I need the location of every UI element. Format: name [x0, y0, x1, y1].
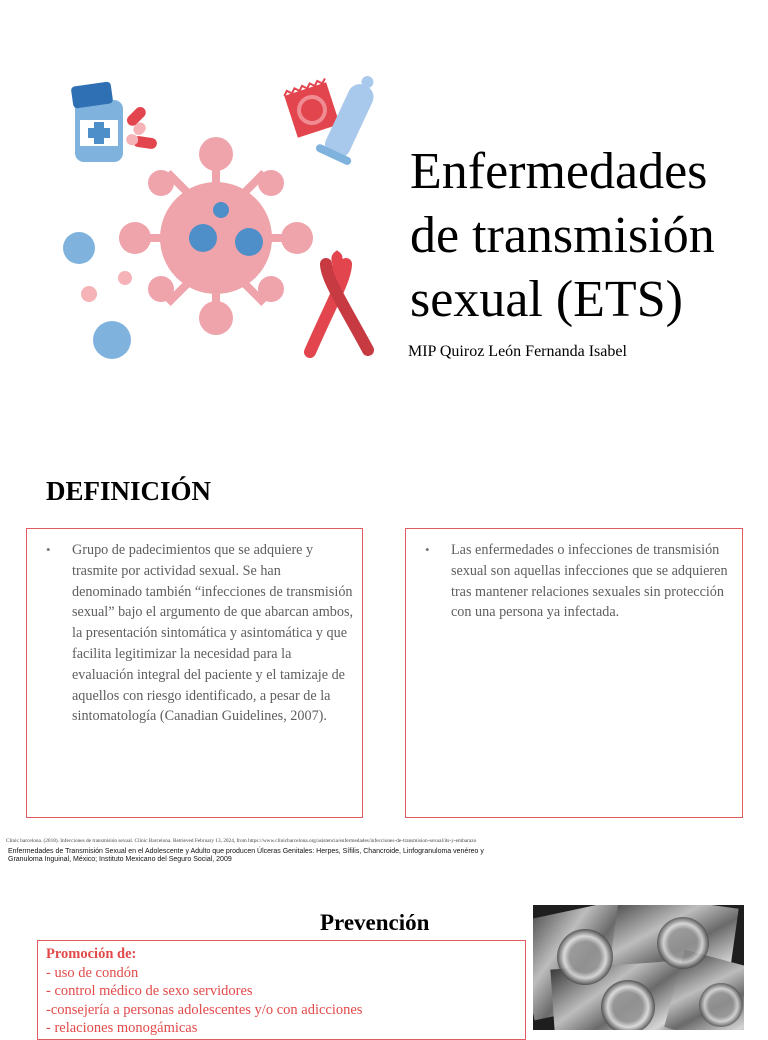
- definition-heading: DEFINICIÓN: [46, 476, 212, 506]
- prevention-item: - control médico de sexo servidores: [46, 983, 253, 1000]
- author-name: MIP Quiroz León Fernanda Isabel: [408, 343, 627, 360]
- prevention-heading: Prevención: [320, 910, 430, 935]
- presentation-title: Enfermedades de transmisión sexual (ETS): [410, 143, 715, 328]
- prevention-box-title: Promoción de:: [46, 946, 137, 962]
- definition-box-2: [405, 528, 743, 818]
- definition-text-1: • Grupo de padecimientos que se adquiere y trasmite por actividad sexual. Se han denominado también “infecciones de transmisión sexual” bajo el argumento de que abarcan ambos, la presentación sintomática y asintomática y que facilita legitimizar la necesidad para la evaluación integral del paciente y el tamizaje de aquellos con riesgo identificado, a pesar de la sintomatología (Canadian Guidelines, 2007).: [72, 540, 354, 727]
- prevention-item: -consejería a personas adolescentes y/o con adicciones: [46, 1001, 363, 1018]
- virus-icon: [119, 137, 313, 335]
- std-illustration: [50, 62, 390, 372]
- prevention-item: - relaciones monogámicas: [46, 1019, 198, 1036]
- reference-2: Enfermedades de Transmisión Sexual en el Adolescente y Adulto que producen Úlceras Genitales: Herpes, Sífilis, Chancroide, Linfogranuloma venéreo y Granuloma Inguinal, México; Instituto Mexicano del Seguro Social, 2009: [8, 848, 484, 864]
- decorative-dots: [63, 232, 132, 359]
- prevention-box: [37, 940, 526, 1040]
- pill-bottle-icon: [71, 81, 123, 162]
- definition-box-1: [26, 528, 363, 818]
- awareness-ribbon-icon: [310, 256, 368, 352]
- condom-wrapper-icon: [283, 78, 340, 137]
- capsule-icon: [125, 105, 158, 150]
- definition-text-2: • Las enfermedades o infecciones de transmisión sexual son aquellas infecciones que se adquieren tras mantener relaciones sexuales sin protección con una persona ya infectada.: [451, 540, 733, 623]
- prevention-item: - uso de condón: [46, 965, 139, 981]
- condom-packets-photo: [533, 905, 744, 1030]
- reference-1: Clínic barcelona. (2018). Infecciones de transmisión sexual. Clínic Barcelona. Retrieved February 13, 2024, from https://www.clinicbarcelona.org/asistencia/enfermedades/infecciones-de-transmision-sexual/its-y-embarazo: [6, 838, 477, 844]
